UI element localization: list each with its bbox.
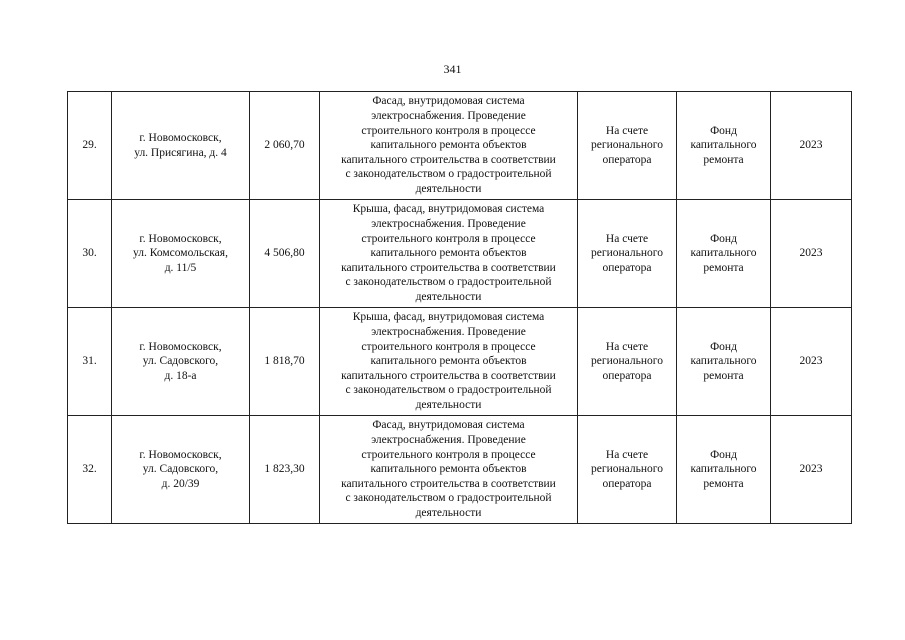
work-description-cell — [320, 200, 578, 308]
work-description-cell-line: строительного контроля в процессе — [361, 124, 536, 137]
address-cell-line: ул. Садовского, — [142, 355, 219, 368]
address-cell-line: ул. Присягина, д. 4 — [134, 146, 227, 159]
funding-source-cell-line: На счете — [605, 340, 649, 353]
work-description-cell-line: строительного контроля в процессе — [361, 340, 536, 353]
page-number: 341 — [443, 62, 462, 76]
work-description-cell-line: капитального ремонта объектов — [370, 247, 527, 260]
funding-source-cell-line: На счете — [605, 448, 649, 461]
year-cell: 2023 — [771, 92, 852, 200]
fund-type-cell-line: капитального — [690, 247, 757, 260]
funding-source-cell — [578, 416, 677, 524]
work-description-cell-line: с законодательством о градостроительной — [345, 492, 552, 505]
fund-type-cell-line: ремонта — [703, 477, 744, 490]
work-description-cell-line: деятельности — [415, 182, 482, 195]
fund-type-cell-line: ремонта — [703, 261, 744, 274]
row-number-cell: 32. — [68, 416, 112, 524]
work-description-cell-line: капитального ремонта объектов — [370, 463, 527, 476]
table-row — [68, 416, 852, 524]
fund-type-cell-line: Фонд — [710, 340, 737, 353]
row-number-cell: 30. — [68, 200, 112, 308]
funding-source-cell — [578, 200, 677, 308]
work-description-cell-line: строительного контроля в процессе — [361, 448, 536, 461]
fund-type-cell — [677, 308, 771, 416]
address-cell-line: г. Новомосковск, — [139, 232, 222, 245]
works-table-body — [68, 92, 852, 524]
address-cell-line: д. 11/5 — [164, 261, 197, 274]
work-description-cell — [320, 416, 578, 524]
address-cell — [112, 416, 250, 524]
work-description-cell-line: деятельности — [415, 506, 482, 519]
work-description-cell-line: капитального строительства в соответствии — [341, 261, 556, 274]
work-description-cell-line: электроснабжения. Проведение — [371, 110, 526, 123]
row-number-cell: 31. — [68, 308, 112, 416]
works-table — [67, 91, 852, 524]
funding-source-cell-line: На счете — [605, 232, 649, 245]
work-description-cell-line: с законодательством о градостроительной — [345, 384, 552, 397]
fund-type-cell-line: Фонд — [710, 232, 737, 245]
work-description-cell-line: капитального строительства в соответствии — [341, 477, 556, 490]
funding-source-cell-line: регионального — [591, 139, 663, 152]
cost-cell: 2 060,70 — [250, 92, 320, 200]
table-row — [68, 308, 852, 416]
funding-source-cell-line: регионального — [591, 463, 663, 476]
work-description-cell-line: капитального строительства в соответствии — [341, 369, 556, 382]
address-cell-line: ул. Садовского, — [142, 463, 219, 476]
address-cell-line: г. Новомосковск, — [139, 340, 222, 353]
funding-source-cell-line: оператора — [602, 477, 652, 490]
fund-type-cell-line: капитального — [690, 139, 757, 152]
funding-source-cell-line: оператора — [602, 369, 652, 382]
fund-type-cell — [677, 200, 771, 308]
fund-type-cell-line: ремонта — [703, 153, 744, 166]
work-description-cell-line: Фасад, внутридомовая система — [372, 95, 525, 108]
fund-type-cell-line: Фонд — [710, 448, 737, 461]
address-cell-line: д. 18-а — [164, 369, 197, 382]
address-cell-line: д. 20/39 — [161, 477, 200, 490]
fund-type-cell — [677, 92, 771, 200]
cost-cell: 4 506,80 — [250, 200, 320, 308]
work-description-cell-line: капитального строительства в соответствии — [341, 153, 556, 166]
address-cell — [112, 200, 250, 308]
year-cell: 2023 — [771, 308, 852, 416]
funding-source-cell-line: оператора — [602, 153, 652, 166]
work-description-cell-line: электроснабжения. Проведение — [371, 218, 526, 231]
address-cell — [112, 92, 250, 200]
work-description-cell-line: Фасад, внутридомовая система — [372, 419, 525, 432]
address-cell-line: ул. Комсомольская, — [133, 247, 228, 260]
year-cell: 2023 — [771, 416, 852, 524]
work-description-cell-line: строительного контроля в процессе — [361, 232, 536, 245]
funding-source-cell — [578, 308, 677, 416]
row-number-cell: 29. — [68, 92, 112, 200]
work-description-cell — [320, 92, 578, 200]
work-description-cell-line: с законодательством о градостроительной — [345, 168, 552, 181]
address-cell-line: г. Новомосковск, — [139, 448, 222, 461]
funding-source-cell-line: На счете — [605, 124, 649, 137]
address-cell — [112, 308, 250, 416]
table-row — [68, 200, 852, 308]
fund-type-cell-line: ремонта — [703, 369, 744, 382]
work-description-cell-line: Крыша, фасад, внутридомовая система — [352, 203, 545, 216]
work-description-cell-line: Крыша, фасад, внутридомовая система — [352, 311, 545, 324]
table-row — [68, 92, 852, 200]
work-description-cell-line: деятельности — [415, 398, 482, 411]
fund-type-cell-line: капитального — [690, 463, 757, 476]
fund-type-cell-line: Фонд — [710, 124, 737, 137]
work-description-cell-line: капитального ремонта объектов — [370, 139, 527, 152]
work-description-cell-line: капитального ремонта объектов — [370, 355, 527, 368]
work-description-cell — [320, 308, 578, 416]
address-cell-line: г. Новомосковск, — [139, 131, 222, 144]
funding-source-cell-line: регионального — [591, 355, 663, 368]
work-description-cell-line: электроснабжения. Проведение — [371, 326, 526, 339]
work-description-cell-line: деятельности — [415, 290, 482, 303]
funding-source-cell-line: оператора — [602, 261, 652, 274]
funding-source-cell-line: регионального — [591, 247, 663, 260]
fund-type-cell-line: капитального — [690, 355, 757, 368]
cost-cell: 1 823,30 — [250, 416, 320, 524]
year-cell: 2023 — [771, 200, 852, 308]
fund-type-cell — [677, 416, 771, 524]
work-description-cell-line: электроснабжения. Проведение — [371, 434, 526, 447]
cost-cell: 1 818,70 — [250, 308, 320, 416]
funding-source-cell — [578, 92, 677, 200]
work-description-cell-line: с законодательством о градостроительной — [345, 276, 552, 289]
